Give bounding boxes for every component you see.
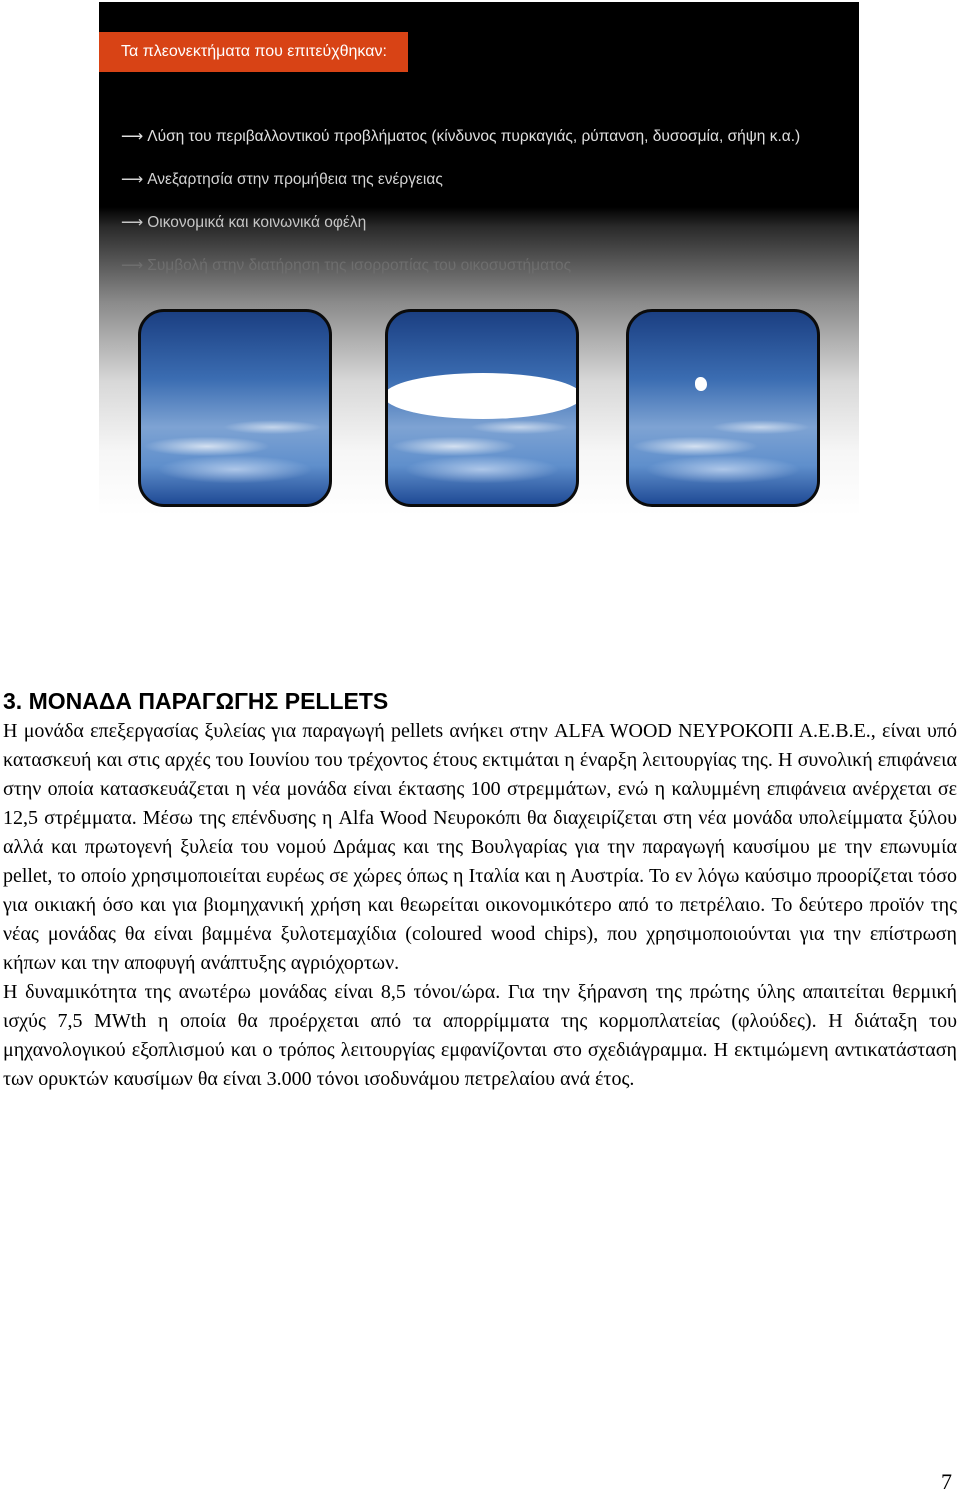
right-arrow-icon: ⟶ bbox=[121, 171, 144, 188]
slide-bullet-text: Οικονομικά και κοινωνικά οφέλη bbox=[147, 214, 367, 231]
slide-title: Τα πλεονεκτήματα που επιτεύχθηκαν: bbox=[99, 32, 408, 72]
body-paragraph: Η δυναμικότητα της ανωτέρω μονάδας είναι 8,5 τόνοι/ώρα. Για την ξήρανση της πρώτης ύλης απαιτείται θερμική ισχύς 7,5 MWth η οποία θα προέρχεται από τα απορρίμματα της κορμοπλατείας (φλούδες). Η διάταξη του μηχανολογικού εξοπλισμού και ο τρόπος λειτουργίας εμφανίζονται στο σχεδιάγραμμα. Η εκτιμώμενη αντικατάσταση των ορυκτών καυσίμων θα είναι 3.000 τόνοι ισοδυνάμου πετρελαίου ανά έτος. bbox=[3, 981, 957, 1090]
sky-image-1 bbox=[138, 309, 332, 507]
slide-bullet-text: Λύση του περιβαλλοντικού προβλήματος (κίνδυνος πυρκαγιάς, ρύπανση, δυσοσμία, σήψη κ.α.) bbox=[147, 128, 801, 145]
sky-image-2 bbox=[385, 309, 579, 507]
right-arrow-icon: ⟶ bbox=[121, 257, 144, 274]
document-section bbox=[3, 685, 957, 1094]
slide-bullet bbox=[121, 256, 571, 275]
slide-bullet-text: Συμβολή στην διατήρηση της ισορροπίας του οικοσυστήματος bbox=[147, 257, 572, 274]
section-heading: 3. ΜΟΝΑΔΑ ΠΑΡΑΓΩΓΗΣ PELLETS bbox=[3, 688, 389, 714]
slide-bullet bbox=[121, 170, 443, 189]
sky-image-3 bbox=[626, 309, 820, 507]
slide-bullet-text: Ανεξαρτησία στην προμήθεια της ενέργειας bbox=[147, 171, 443, 188]
body-paragraph: Η μονάδα επεξεργασίας ξυλείας για παραγωγή pellets ανήκει στην ALFA WOOD ΝΕΥΡΟΚΟΠΙ Α.Ε.Β.Ε., είναι υπό κατασκευή και στις αρχές του Ιουνίου του τρέχοντος έτους εκτιμάται η έναρξη λειτουργίας της. Η συνολική επιφάνεια στην οποία κατασκευάζεται η νέα μονάδα είναι έκτασης 100 στρεμμάτων, ενώ η καλυμμένη επιφάνεια ανέρχεται σε 12,5 στρέμματα. Μέσω της επένδυσης η Alfa Wood Νευροκόπι θα διαχειρίζεται στη νέα μονάδα υπολείμματα ξύλου αλλά και πρωτογενή ξυλεία του νομού Δράμας και της Βουλγαρίας για την παραγωγή καυσίμου με την επωνυμία pellet, το οποίο χρησιμοποιείται ευρέως σε χώρες όπως η Ιταλία και η Αυστρία. Το εν λόγω καύσιμο προορίζεται τόσο για οικιακή όσο και για βιομηχανική χρήση και θεωρείται οικονομικότερο από το πετρέλαιο. Το δεύτερο προϊόν της νέας μονάδας θα είναι βαμμένα ξυλοτεμαχίδια (coloured wood chips), που χρησιμοποιούνται για την επίστρωση κήπων και την αποφυγή ανάπτυξης αγριόχορτων. bbox=[3, 720, 957, 974]
right-arrow-icon: ⟶ bbox=[121, 128, 144, 145]
slide-bullet bbox=[121, 213, 366, 232]
white-cloud-shape bbox=[385, 373, 579, 419]
page-number: 7 bbox=[941, 1469, 952, 1494]
slide-bullet bbox=[121, 127, 800, 146]
right-arrow-icon: ⟶ bbox=[121, 214, 144, 231]
presentation-slide bbox=[99, 2, 859, 516]
white-spot-shape bbox=[695, 377, 707, 391]
